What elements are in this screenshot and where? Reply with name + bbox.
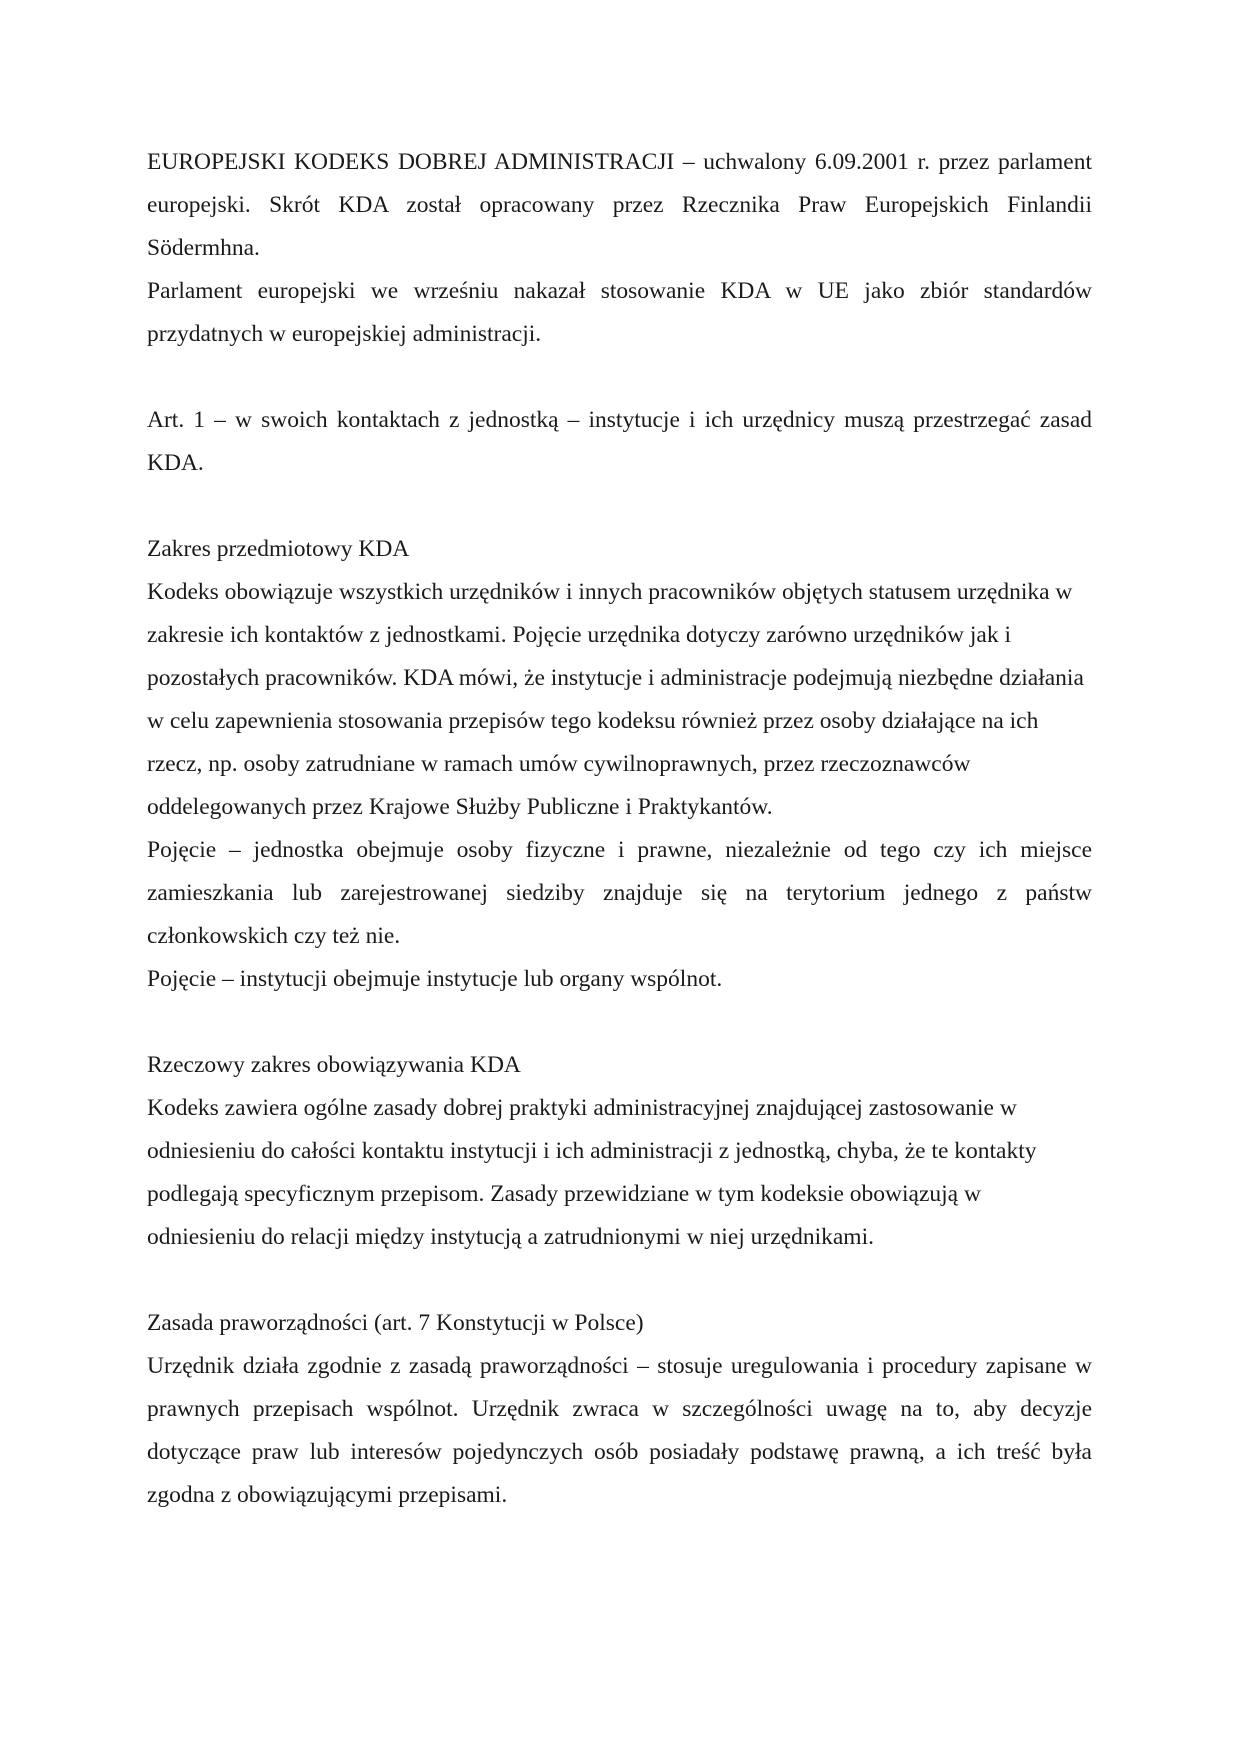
material-scope-paragraph: Kodeks zawiera ogólne zasady dobrej praktyki administracyjnej znajdującej zastosowanie w odniesieniu do całości kontaktu instytucji i ich administracji z jednostką, chyba, że te kontakty podlegają specyficznym przepisom. Zasady przewidziane w tym kodeksie obowiązują w odniesieniu do relacji między instytucją a zatrudnionymi w niej urzędnikami.	[147, 1095, 1037, 1250]
legality-paragraph: Urzędnik działa zgodnie z zasadą praworządności – stosuje uregulowania i procedury zapisane w prawnych przepisach wspólnot. Urzędnik zwraca w szczególności uwagę na to, aby decyzje dotyczące praw lub interesów pojedynczych osób posiadały podstawę prawną, a ich treść była zgodna z obowiązującymi przepisami.	[147, 1353, 1092, 1508]
paragraph-spacer	[147, 356, 1092, 399]
unit-definition-paragraph: Pojęcie – jednostka obejmuje osoby fizyczne i prawne, niezależnie od tego czy ich miejsce zamieszkania lub zarejestrowanej siedziby znajduje się na terytorium jednego z państw członkowskich czy też nie.	[147, 837, 1092, 949]
paragraph-spacer	[147, 485, 1092, 528]
section-heading-scope: Zakres przedmiotowy KDA	[147, 536, 410, 562]
scope-paragraph: Kodeks obowiązuje wszystkich urzędników i innych pracowników objętych statusem urzędnika w zakresie ich kontaktów z jednostkami. Pojęcie urzędnika dotyczy zarówno urzędników jak i pozostałych pracowników. KDA mówi, że instytucje i administracje podejmują niezbędne działania w celu zapewnienia stosowania przepisów tego kodeksu również przez osoby działające na ich rzecz, np. osoby zatrudniane w ramach umów cywilnoprawnych, przez rzeczoznawców oddelegowanych przez Krajowe Służby Publiczne i Praktykantów.	[147, 579, 1084, 820]
intro-resolution-paragraph: Parlament europejski we wrześniu nakazał stosowanie KDA w UE jako zbiór standardów przydatnych w europejskiej administracji.	[147, 278, 1092, 347]
document-body	[147, 141, 1092, 1517]
section-heading-legality: Zasada praworządności (art. 7 Konstytucji w Polsce)	[147, 1310, 644, 1336]
institution-definition-paragraph: Pojęcie – instytucji obejmuje instytucje lub organy wspólnot.	[147, 966, 723, 992]
paragraph-spacer	[147, 1001, 1092, 1044]
article-1-paragraph: Art. 1 – w swoich kontaktach z jednostką – instytucje i ich urzędnicy muszą przestrzegać zasad KDA.	[147, 407, 1092, 476]
intro-paragraph: EUROPEJSKI KODEKS DOBREJ ADMINISTRACJI – uchwalony 6.09.2001 r. przez parlament europejski. Skrót KDA został opracowany przez Rzecznika Praw Europejskich Finlandii Södermhna.	[147, 149, 1092, 261]
paragraph-spacer	[147, 1259, 1092, 1302]
section-heading-material-scope: Rzeczowy zakres obowiązywania KDA	[147, 1052, 521, 1078]
